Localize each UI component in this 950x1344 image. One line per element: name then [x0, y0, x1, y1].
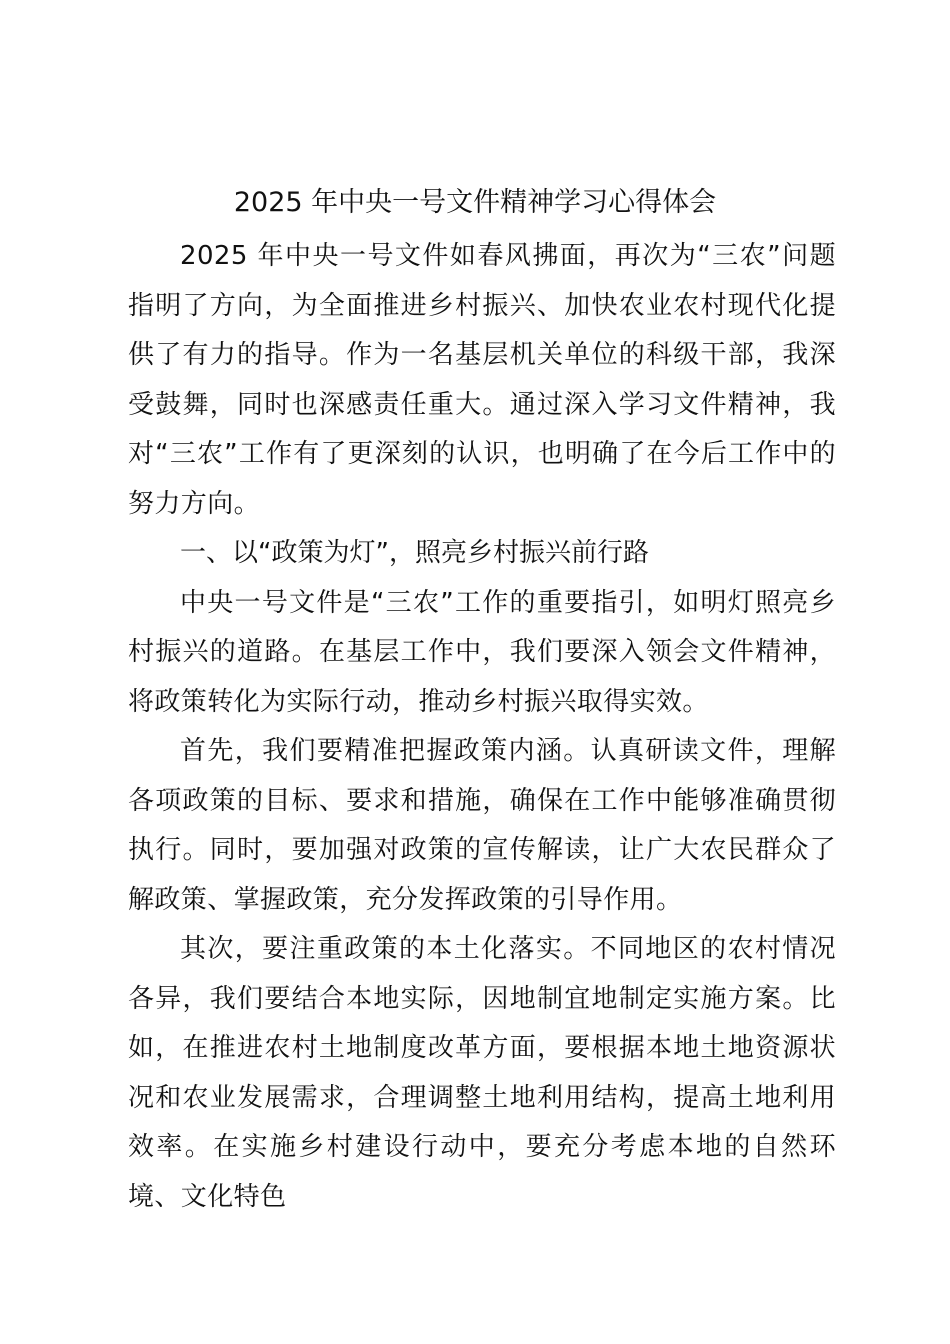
section-heading-1: 一、以“政策为灯”，照亮乡村振兴前行路 [180, 538, 649, 568]
paragraph-intro: 2025 年中央一号文件如春风拂面，再次为“三农”问题指明了方向，为全面推进乡村振兴、加快农业农村现代化提供了有力的指导。作为一名基层机关单位的科级干部，我深受鼓舞，同时也深感责任重大。通过深入学习文件精神，我对“三农”工作有了更深刻的认识，也明确了在今后工作中的努力方向。 [128, 241, 836, 519]
document-title: 2025 年中央一号文件精神学习心得体会 [233, 187, 717, 218]
paragraph-first: 首先，我们要精准把握政策内涵。认真研读文件，理解各项政策的目标、要求和措施，确保在工作中能够准确贯彻执行。同时，要加强对政策的宣传解读，让广大农民群众了解政策、掌握政策，充分发挥政策的引导作用。 [128, 736, 836, 915]
document-body [128, 232, 836, 1222]
paragraph-policy-guidance: 中央一号文件是“三农”工作的重要指引，如明灯照亮乡村振兴的道路。在基层工作中，我们要深入领会文件精神，将政策转化为实际行动，推动乡村振兴取得实效。 [128, 587, 836, 717]
paragraph-second: 其次，要注重政策的本土化落实。不同地区的农村情况各异，我们要结合本地实际，因地制宜地制定实施方案。比如，在推进农村土地制度改革方面，要根据本地土地资源状况和农业发展需求，合理调整土地利用结构，提高土地利用效率。在实施乡村建设行动中，要充分考虑本地的自然环境、文化特色 [128, 934, 836, 1212]
